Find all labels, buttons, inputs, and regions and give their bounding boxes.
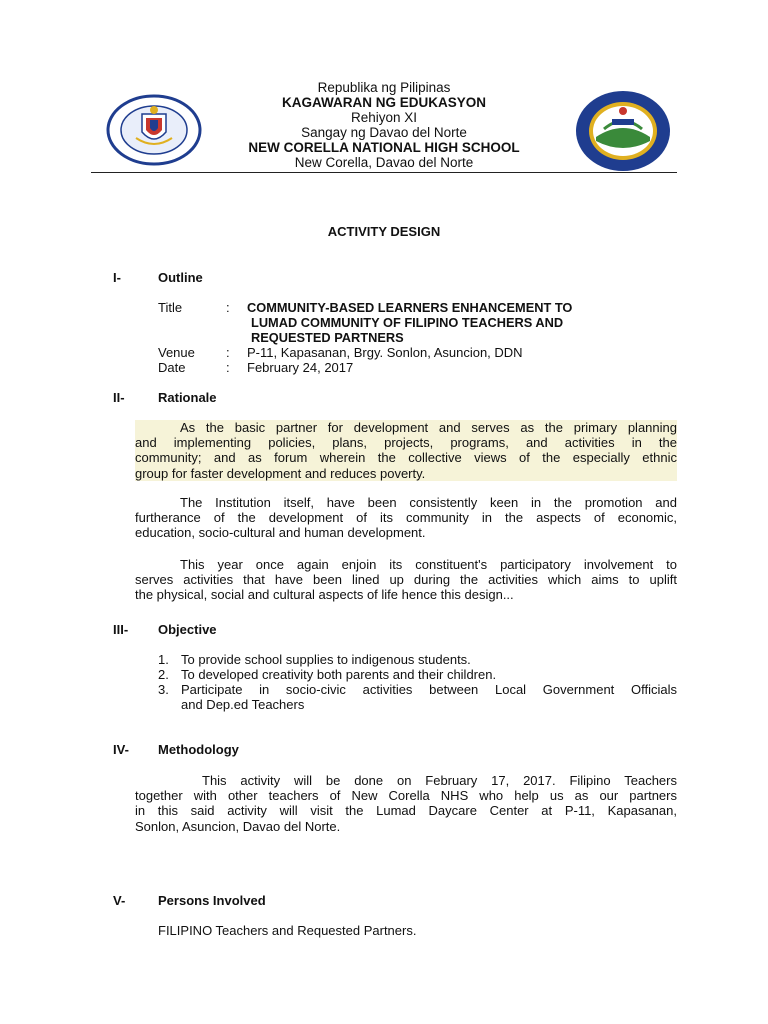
- section-title-persons-involved: Persons Involved: [158, 893, 266, 908]
- rationale-paragraph-1: As the basic partner for development and serves as the primary planning and implementing policies, plans, projects, programs, and activities in the community; and as forum wherein the collective views of the especially ethnic group for faster development and reduces poverty.: [135, 420, 677, 481]
- activity-title-line: REQUESTED PARTNERS: [251, 330, 404, 345]
- objective-item: Participate in socio-civic activities between Local Government Officials and Dep.ed Teachers: [181, 682, 677, 713]
- objective-item: To provide school supplies to indigenous students.: [181, 652, 471, 667]
- colon: :: [226, 300, 230, 315]
- objective-number: 1.: [158, 652, 169, 667]
- section-title-methodology: Methodology: [158, 742, 239, 757]
- header-divider: [91, 172, 677, 173]
- outline-venue-label: Venue: [158, 345, 195, 360]
- colon: :: [226, 360, 230, 375]
- outline-date-label: Date: [158, 360, 186, 375]
- section-number: V-: [113, 893, 126, 908]
- activity-title-line: LUMAD COMMUNITY OF FILIPINO TEACHERS AND: [251, 315, 564, 330]
- header-region: Rehiyon XI: [350, 110, 418, 125]
- rationale-paragraph-3: This year once again enjoin its constituent's participatory involvement to serves activities that have been lined up during the activities which aims to uplift the physical, social and cultural aspects of life hence this design...: [135, 557, 677, 603]
- header-division: Sangay ng Davao del Norte: [301, 125, 467, 140]
- rationale-paragraph-2: The Institution itself, have been consistently keen in the promotion and furtherance of the development of its community in the aspects of economic, education, socio-cultural and human development.: [135, 495, 677, 541]
- objective-item: To developed creativity both parents and their children.: [181, 667, 497, 682]
- section-number: III-: [113, 622, 129, 637]
- section-number: I-: [113, 270, 121, 285]
- activity-title-line: COMMUNITY-BASED LEARNERS ENHANCEMENT TO: [247, 300, 573, 315]
- section-title-rationale: Rationale: [158, 390, 217, 405]
- objective-number: 3.: [158, 682, 169, 697]
- date-value: February 24, 2017: [247, 360, 354, 375]
- section-number: II-: [113, 390, 125, 405]
- header-school-name: NEW CORELLA NATIONAL HIGH SCHOOL: [248, 140, 520, 155]
- venue-value: P-11, Kapasanan, Brgy. Sonlon, Asuncion, DDN: [247, 345, 523, 360]
- header-school-address: New Corella, Davao del Norte: [294, 155, 474, 170]
- objective-number: 2.: [158, 667, 169, 682]
- methodology-paragraph: This activity will be done on February 17, 2017. Filipino Teachers together with other teachers of New Corella NHS who help us as our partners in this said activity will visit the Lumad Daycare Center at P-11, Kapasanan, Sonlon, Asuncion, Davao del Norte.: [135, 773, 677, 834]
- document-title: ACTIVITY DESIGN: [327, 224, 441, 239]
- persons-involved-text: FILIPINO Teachers and Requested Partners.: [158, 923, 417, 938]
- colon: :: [226, 345, 230, 360]
- header-department: KAGAWARAN NG EDUKASYON: [281, 95, 486, 110]
- section-number: IV-: [113, 742, 129, 757]
- section-title-objective: Objective: [158, 622, 217, 637]
- header-republic: Republika ng Pilipinas: [317, 80, 451, 95]
- outline-title-label: Title: [158, 300, 183, 315]
- section-title-outline: Outline: [158, 270, 203, 285]
